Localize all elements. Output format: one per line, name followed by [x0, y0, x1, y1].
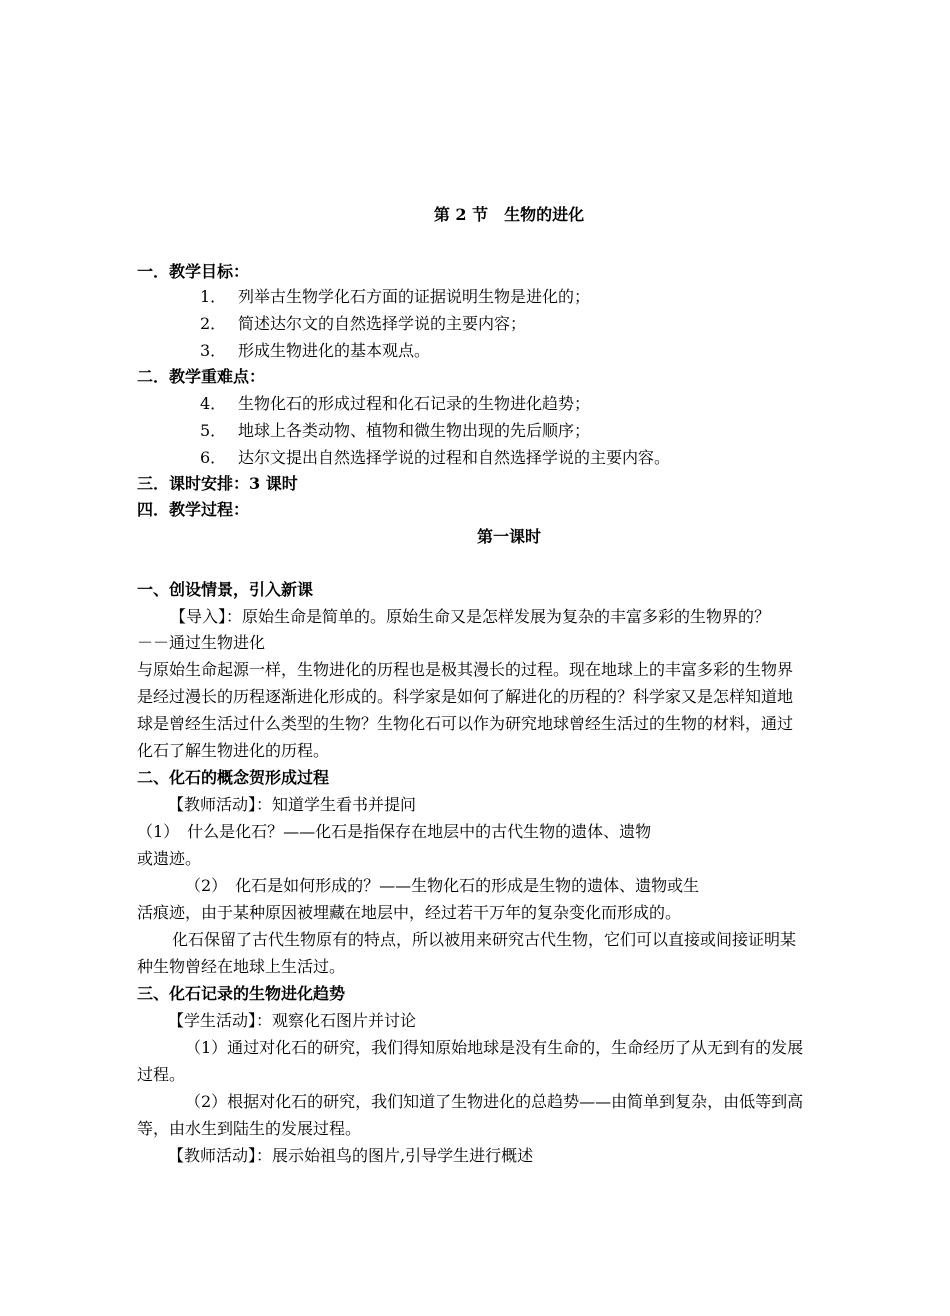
- key-item: [200, 448, 670, 468]
- heading-key-points: 二．教学重难点：: [137, 367, 266, 386]
- paragraph-line: 化石了解生物进化的历程。: [137, 741, 330, 760]
- teacher-activity: 【教师活动】：展示始祖鸟的图片,引导学生进行概述: [168, 1146, 534, 1165]
- key-number: 6．: [200, 448, 227, 467]
- goal-number: 1．: [200, 287, 227, 306]
- paragraph-line: 化石保留了古代生物原有的特点，所以被用来研究古代生物，它们可以直接或间接证明某: [172, 930, 797, 949]
- point-line: 等，由水生到陆生的发展过程。: [137, 1119, 362, 1138]
- point-line: （2）根据对化石的研究，我们知道了生物进化的总趋势——由简单到复杂，由低等到高: [185, 1092, 804, 1111]
- question-line: 或遗迹。: [137, 849, 202, 868]
- heading-schedule: 三．课时安排：3 课时: [137, 474, 298, 493]
- key-number: 4．: [200, 394, 227, 413]
- point-line: （1）通过对化石的研究，我们得知原始地球是没有生命的，生命经历了从无到有的发展: [185, 1038, 804, 1057]
- point-line: 过程。: [137, 1065, 186, 1084]
- part1-heading: 一、创设情景，引入新课: [137, 580, 314, 599]
- key-item: [200, 421, 590, 441]
- key-text: 地球上各类动物、植物和微生物出现的先后顺序；: [238, 421, 591, 440]
- question-line: （2） 化石是如何形成的？——生物化石的形成是生物的遗体、遗物或生: [185, 876, 700, 895]
- key-number: 5．: [200, 421, 227, 440]
- teacher-activity: 【教师活动】：知道学生看书并提问: [168, 795, 417, 814]
- lesson-title: 第一课时: [476, 527, 541, 546]
- goal-text: 简述达尔文的自然选择学说的主要内容；: [238, 314, 527, 333]
- goal-item: [200, 314, 526, 334]
- key-text: 达尔文提出自然选择学说的过程和自然选择学说的主要内容。: [238, 448, 671, 467]
- part3-heading: 三、化石记录的生物进化趋势: [137, 984, 346, 1003]
- key-text: 生物化石的形成过程和化石记录的生物进化趋势；: [238, 394, 591, 413]
- heading-process: 四．教学过程：: [137, 500, 250, 519]
- question-line: 活痕迹，由于某种原因被埋藏在地层中，经过若干万年的复杂变化而形成的。: [137, 903, 682, 922]
- key-item: [200, 394, 590, 414]
- part2-heading: 二、化石的概念贺形成过程: [137, 768, 330, 787]
- paragraph-line: 是经过漫长的历程逐渐进化形成的。科学家是如何了解进化的历程的？科学家又是怎样知道地: [137, 687, 794, 706]
- heading-teaching-goals: 一．教学目标：: [137, 262, 250, 281]
- intro-line: －－通过生物进化: [137, 633, 266, 652]
- intro-line: 【导入】：原始生命是简单的。原始生命又是怎样发展为复杂的丰富多彩的生物界的？: [170, 607, 771, 626]
- question-line: （1） 什么是化石？——化石是指保存在地层中的古代生物的遗体、遗物: [137, 822, 652, 841]
- goal-text: 列举古生物学化石方面的证据说明生物是进化的；: [238, 287, 591, 306]
- goal-text: 形成生物进化的基本观点。: [238, 341, 431, 360]
- paragraph-line: 球是曾经生活过什么类型的生物？生物化石可以作为研究地球曾经生活过的生物的材料，通过: [137, 714, 794, 733]
- goal-number: 3．: [200, 341, 227, 360]
- student-activity: 【学生活动】：观察化石图片并讨论: [168, 1011, 417, 1030]
- goal-item: [200, 341, 430, 361]
- goal-number: 2．: [200, 314, 227, 333]
- goal-item: [200, 287, 590, 307]
- paragraph-line: 种生物曾经在地球上生活过。: [137, 957, 346, 976]
- paragraph-line: 与原始生命起源一样，生物进化的历程也是极其漫长的过程。现在地球上的丰富多彩的生物界: [137, 660, 794, 679]
- section-title: 第 2 节 生物的进化: [433, 205, 585, 224]
